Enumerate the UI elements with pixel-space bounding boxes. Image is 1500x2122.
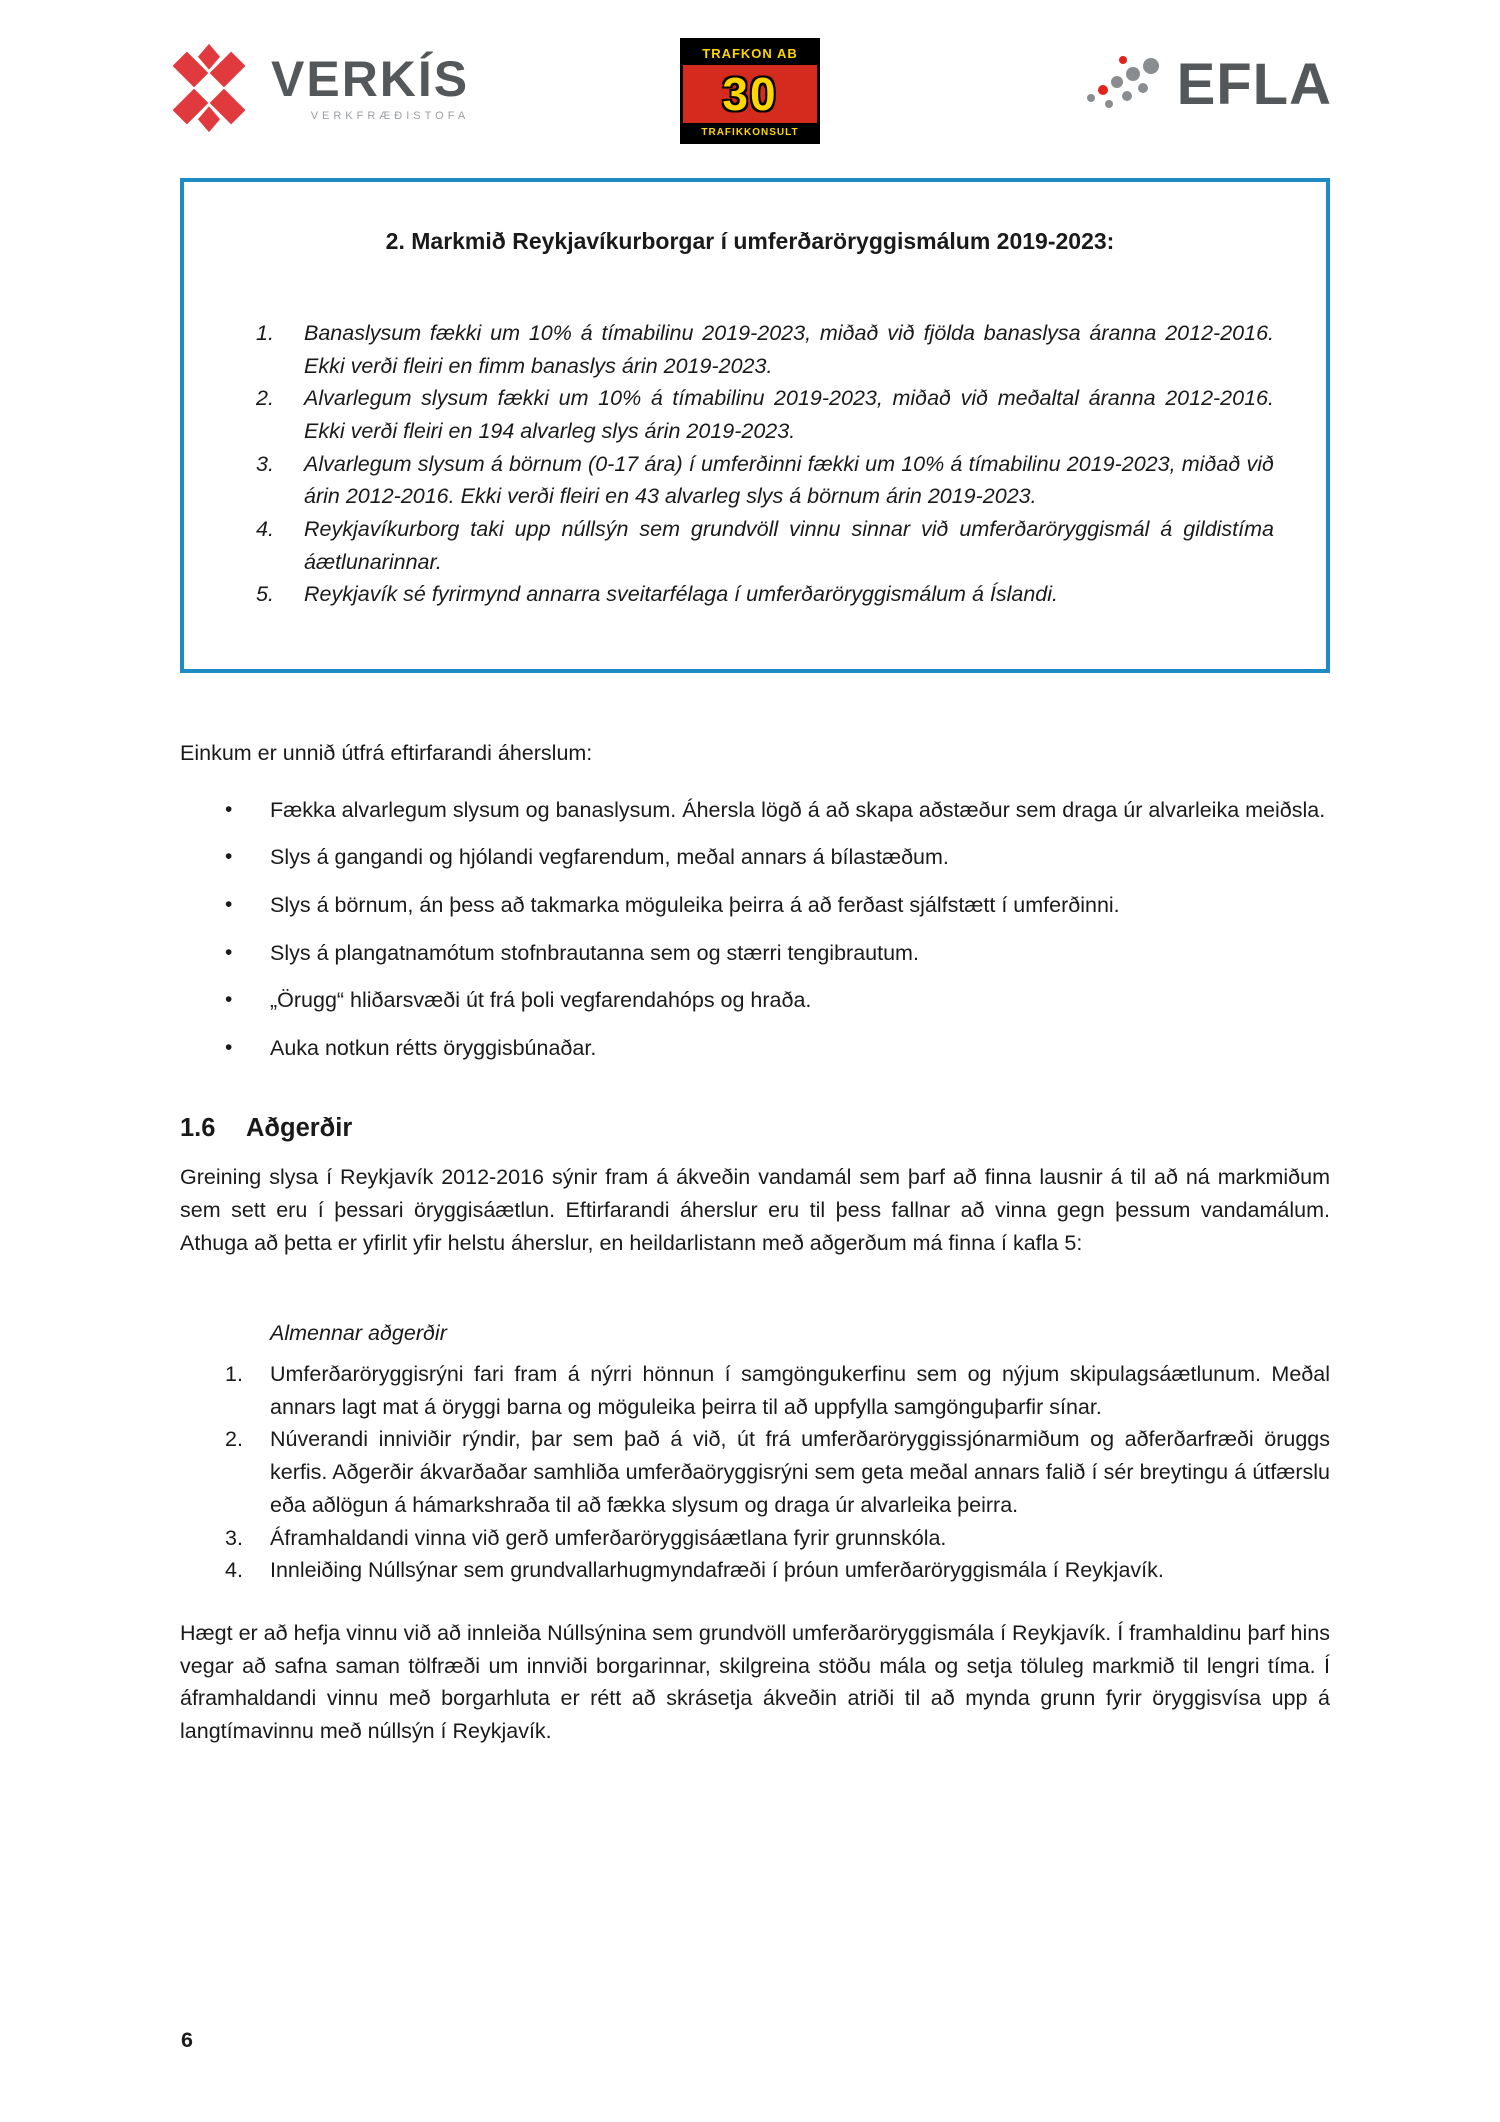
goals-list-item	[226, 578, 1274, 611]
goals-box-title: 2. Markmið Reykjavíkurborgar í umferðaröryggismálum 2019-2023:	[385, 228, 1115, 254]
bullet-text: Fækka alvarlegum slysum og banaslysum. Áhersla lögð á að skapa aðstæður sem draga úr alvarleika meiðsla.	[270, 797, 1326, 822]
bullet-dot-icon: •	[225, 988, 233, 1012]
item-number: 4.	[225, 1558, 243, 1583]
efla-name: EFLA	[1176, 52, 1332, 117]
item-text: Reykjavík sé fyrirmynd annarra sveitarfélaga í umferðaröryggismálum á Íslandi.	[304, 582, 1058, 607]
bullet-item	[180, 841, 1330, 874]
action-list-item	[180, 1423, 1330, 1521]
bullet-item	[180, 937, 1330, 970]
efla-dots-icon	[1079, 46, 1171, 124]
emphasis-intro: Einkum er unnið útfrá eftirfarandi áherslum:	[180, 741, 593, 765]
section-intro-paragraph: Greining slysa í Reykjavík 2012-2016 sýnir fram á ákveðin vandamál sem þarf að finna lausnir á til að ná markmiðum sem sett eru í þessari öryggisáætlun. Eftirfarandi áherslur eru til þess fallnar að vinna gegn þessum vandamálum. Athuga að þetta er yfirlit yfir helstu áherslur, en heildarlistann með aðgerðum má finna í kafla 5:	[180, 1165, 1330, 1255]
item-number: 3.	[256, 451, 274, 476]
efla-logo	[1079, 46, 1332, 124]
actions-list	[180, 1358, 1330, 1587]
item-number: 2.	[256, 386, 274, 411]
bullet-dot-icon: •	[225, 1036, 233, 1060]
goals-box	[180, 178, 1330, 673]
subheading-almennar: Almennar aðgerðir	[270, 1321, 447, 1346]
section-heading	[180, 1109, 1330, 1148]
emphasis-bullets	[180, 794, 1330, 1065]
bullet-text: Slys á plangatnamótum stofnbrautanna sem og stærri tengibrautum.	[270, 940, 919, 965]
document-body	[180, 178, 1330, 1769]
bullet-dot-icon: •	[225, 940, 233, 964]
closing-paragraph: Hægt er að hefja vinnu við að innleiða Núllsýnina sem grundvöll umferðaröryggismála í Reykjavík. Í framhaldinu þarf hins vegar að safna saman tölfræði um innviði borgarinnar, skilgreina stöðu mála og setja töluleg markmið til lengri tíma. Í áframhaldandi vinnu með borgarhluta er rétt að skrásetja ákveðin atriði til að mynda grunn fyrir öryggisvísa upp á langtímavinnu með núllsýn í Reykjavík.	[180, 1620, 1330, 1743]
trafkon-bottom-label: TRAFIKKONSULT	[683, 123, 817, 141]
verkis-logo	[163, 42, 469, 134]
item-text: Áframhaldandi vinna við gerð umferðaröryggisáætlana fyrir grunnskóla.	[270, 1525, 947, 1550]
bullet-item	[180, 889, 1330, 922]
goals-list-item	[226, 513, 1274, 578]
verkis-name: VERKÍS	[271, 51, 470, 107]
goals-list-item	[226, 317, 1274, 382]
section-title: Aðgerðir	[246, 1113, 353, 1142]
item-text: Núverandi inniviðir rýndir, þar sem það á við, út frá umferðaröryggissjónarmiðum og aðferðarfræði öruggs kerfis. Aðgerðir ákvarðaðar samhliða umferðaöryggisrýni sem geta meðal annars falið í sér breytingu á útfærslu eða aðlögun á hámarkshraða til að fækka slysum og draga úr alvarleika þeirra.	[270, 1427, 1330, 1517]
bullet-item	[180, 794, 1330, 827]
verkis-wordmark	[271, 51, 470, 122]
trafkon-logo	[680, 38, 820, 144]
item-number: 2.	[225, 1427, 243, 1452]
bullet-text: Slys á gangandi og hjólandi vegfarendum, meðal annars á bílastæðum.	[270, 845, 949, 870]
page-header	[0, 0, 1500, 170]
item-text: Reykjavíkurborg taki upp núllsýn sem grundvöll vinnu sinnar við umferðaröryggismál á gildistíma áætlunarinnar.	[304, 516, 1274, 574]
verkis-subtitle: VERKFRÆÐISTOFA	[310, 110, 470, 122]
verkis-star-icon	[163, 42, 255, 134]
goals-list-item	[226, 382, 1274, 447]
item-number: 3.	[225, 1525, 243, 1550]
item-number: 1.	[256, 320, 274, 345]
item-text: Alvarlegum slysum á börnum (0-17 ára) í umferðinni fækki um 10% á tímabilinu 2019-2023, miðað við árin 2012-2016. Ekki verði fleiri en 43 alvarleg slys á börnum árin 2019-2023.	[304, 451, 1274, 509]
bullet-dot-icon: •	[225, 797, 233, 821]
item-text: Innleiðing Núllsýnar sem grundvallarhugmyndafræði í þróun umferðaröryggismála í Reykjavík.	[270, 1558, 1164, 1583]
goals-list-item	[226, 448, 1274, 513]
item-text: Alvarlegum slysum fækki um 10% á tímabilinu 2019-2023, miðað við meðaltal áranna 2012-2016. Ekki verði fleiri en 194 alvarleg slys árin 2019-2023.	[304, 386, 1274, 443]
item-text: Banaslysum fækki um 10% á tímabilinu 2019-2023, miðað við fjölda banaslysa áranna 2012-2016. Ekki verði fleiri en fimm banaslys árin 2019-2023.	[304, 320, 1274, 378]
action-list-item	[180, 1358, 1330, 1423]
bullet-dot-icon: •	[225, 845, 233, 869]
bullet-text: „Örugg“ hliðarsvæði út frá þoli vegfarendahóps og hraða.	[270, 988, 812, 1013]
trafkon-badge	[683, 65, 817, 123]
action-list-item	[180, 1554, 1330, 1587]
trafkon-number: 30	[722, 68, 778, 120]
goals-list	[226, 317, 1274, 611]
action-list-item	[180, 1522, 1330, 1555]
bullet-item	[180, 984, 1330, 1017]
item-number: 1.	[225, 1362, 243, 1387]
item-number: 4.	[256, 516, 274, 541]
page-number: 6	[181, 2028, 193, 2052]
bullet-text: Slys á börnum, án þess að takmarka möguleika þeirra á að ferðast sjálfstætt í umferðinni.	[270, 893, 1120, 918]
section-number: 1.6	[180, 1113, 216, 1142]
item-text: Umferðaröryggisrýni fari fram á nýrri hönnun í samgöngukerfinu sem og nýjum skipulagsáætlunum. Meðal annars lagt mat á öryggi barna og möguleika þeirra til að uppfylla samgönguþarfir sínar.	[270, 1362, 1330, 1419]
bullet-text: Auka notkun rétts öryggisbúnaðar.	[270, 1036, 597, 1061]
bullet-item	[180, 1032, 1330, 1065]
trafkon-top-label: TRAFKON AB	[683, 41, 817, 65]
bullet-dot-icon: •	[225, 893, 233, 917]
item-number: 5.	[256, 582, 274, 607]
